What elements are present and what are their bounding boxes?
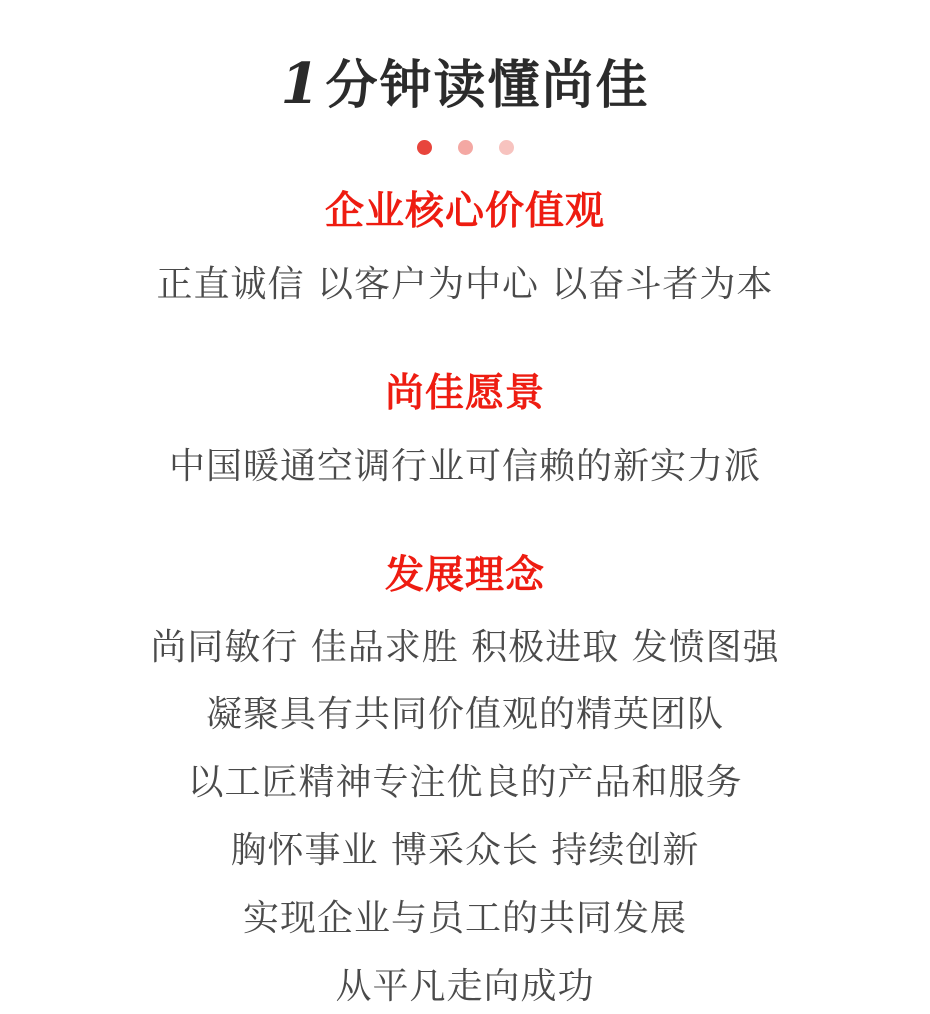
section-development-philosophy — [20, 501, 910, 1014]
page-title — [281, 40, 650, 116]
section-body-line: 实现企业与员工的共同发展 — [242, 897, 687, 939]
section-title: 发展理念 — [384, 553, 545, 599]
section-body-line: 凝聚具有共同价值观的精英团队 — [205, 694, 724, 736]
dot-icon-3 — [499, 140, 514, 155]
section-body — [20, 620, 910, 1014]
section-body-line: 尚同敏行 佳品求胜 积极进取 发愤图强 — [150, 626, 780, 668]
section-body: 中国暖通空调行业可信赖的新实力派 — [168, 446, 761, 488]
section-body-line: 胸怀事业 博采众长 持续创新 — [230, 830, 700, 872]
section-body-line: 以工匠精神专注优良的产品和服务 — [187, 762, 743, 804]
page-title-number: 1 — [280, 51, 322, 117]
dot-icon-2 — [458, 140, 473, 155]
section-title: 尚佳愿景 — [384, 370, 545, 416]
section-core-values — [20, 165, 910, 313]
dot-icon-1 — [417, 140, 432, 155]
page-title-text: 分钟读懂尚佳 — [325, 56, 650, 116]
section-vision — [20, 319, 910, 495]
decorative-dots — [417, 140, 514, 155]
section-body-line: 从平凡走向成功 — [335, 965, 595, 1007]
section-body: 正直诚信 以客户为中心 以奋斗者为本 — [156, 264, 774, 306]
section-title: 企业核心价值观 — [324, 188, 605, 234]
